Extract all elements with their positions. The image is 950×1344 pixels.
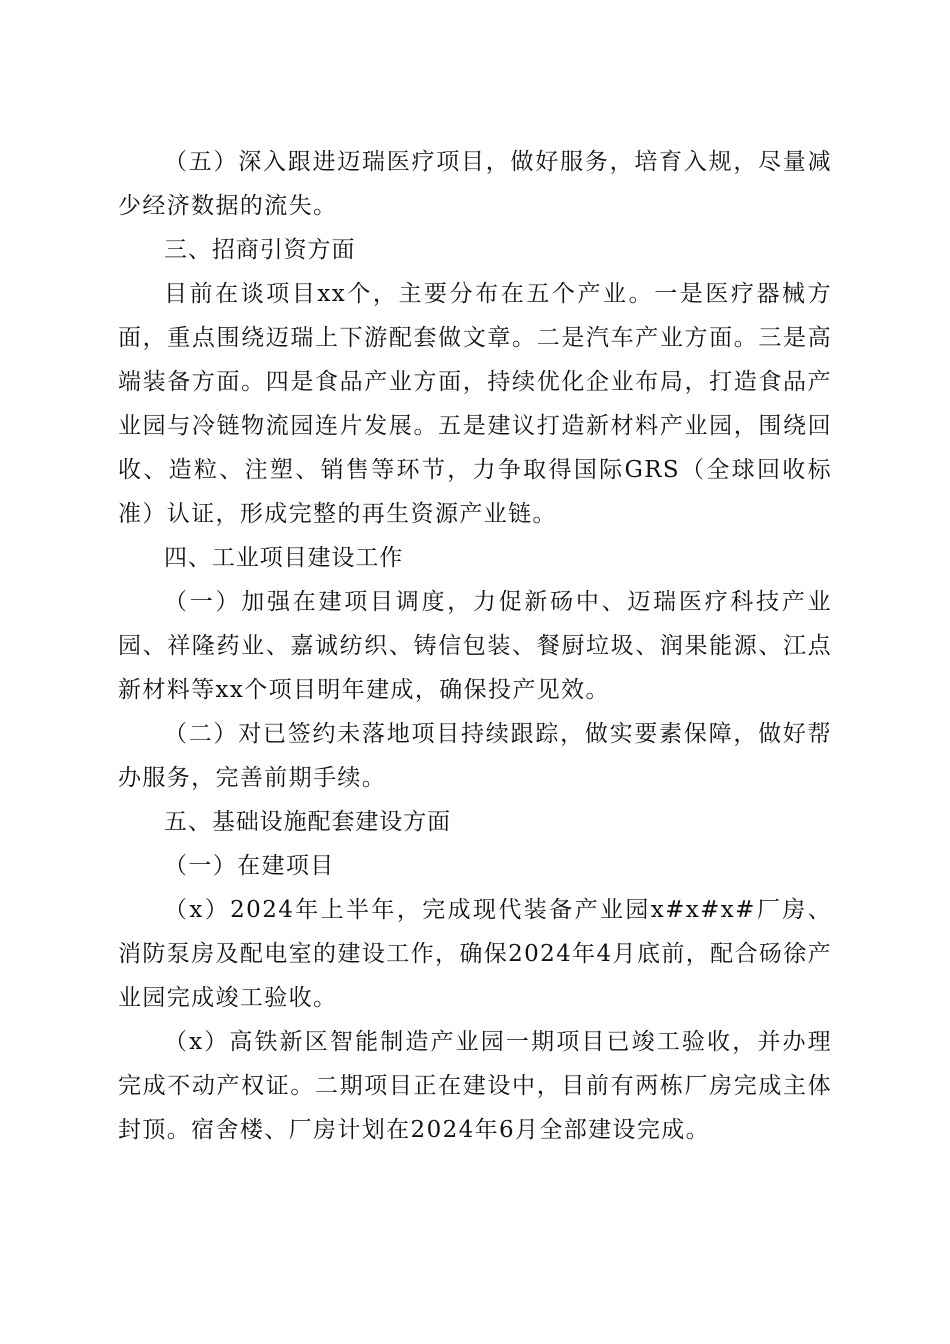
section-heading-industrial-projects: 四、工业项目建设工作 xyxy=(164,545,404,571)
paragraph-5-follow-up: （五）深入跟进迈瑞医疗项目，做好服务，培育入规，尽量减少经济数据的流失。 xyxy=(118,149,832,219)
section-heading-investment: 三、招商引资方面 xyxy=(164,237,356,263)
paragraph-investment-projects: 目前在谈项目xx个，主要分布在五个产业。一是医疗器械方面，重点围绕迈瑞上下游配套做文章。二是汽车产业方面。三是高端装备方面。四是食品产业方面，持续优化企业布局，打造食品产业园与冷链物流园连片发展。五是建议打造新材料产业园，围绕回收、造粒、注塑、销售等环节，力争取得国际GRS（全球回收标准）认证，形成完整的再生资源产业链。 xyxy=(118,281,832,527)
document-body xyxy=(118,140,832,1152)
paragraph-high-speed-rail-park: （x）高铁新区智能制造产业园一期项目已竣工验收，并办理完成不动产权证。二期项目正在建设中，目前有两栋厂房完成主体封顶。宿舍楼、厂房计划在2024年6月全部建设完成。 xyxy=(118,1029,832,1143)
subheading-ongoing-projects: （一）在建项目 xyxy=(164,853,335,879)
paragraph-signed-projects: （二）对已签约未落地项目持续跟踪，做实要素保障，做好帮办服务，完善前期手续。 xyxy=(118,721,832,791)
paragraph-project-scheduling: （一）加强在建项目调度，力促新砀中、迈瑞医疗科技产业园、祥隆药业、嘉诚纺织、铸信包装、餐厨垃圾、润果能源、江点新材料等xx个项目明年建成，确保投产见效。 xyxy=(118,589,832,703)
paragraph-equipment-park: （x）2024年上半年，完成现代装备产业园x#x#x#厂房、消防泵房及配电室的建设工作，确保2024年4月底前，配合砀徐产业园完成竣工验收。 xyxy=(118,897,832,1011)
section-heading-infrastructure: 五、基础设施配套建设方面 xyxy=(164,809,452,835)
